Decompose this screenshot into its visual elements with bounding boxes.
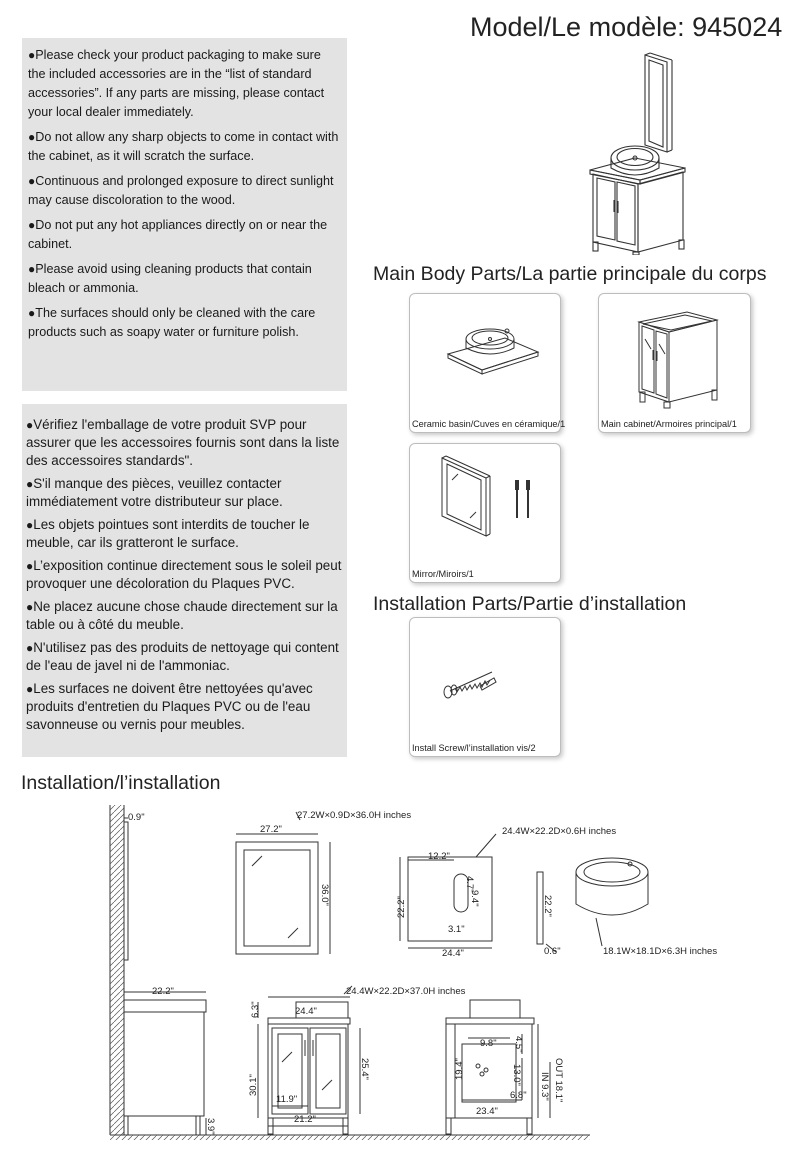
notes-french (22, 404, 347, 757)
notes-english (22, 38, 347, 391)
note-en-2: ●Do not allow any sharp objects to come in contact with the cabinet, as it will scratch the surface. (28, 130, 339, 163)
basin-spec-label: 18.1W×18.1D×6.3H inches (603, 946, 718, 957)
ceramic-basin-caption: Ceramic basin/Cuves en céramique/1 (412, 419, 566, 429)
mirror-spec-label: 27.2W×0.9D×36.0H inches (297, 810, 412, 821)
dim-top-depth: 22.2" (396, 896, 407, 918)
part-card-install-screw (409, 617, 561, 757)
top-spec-label: 24.4W×22.2D×0.6H inches (502, 826, 617, 837)
installation-parts-heading: Installation Parts/Partie d’installation (373, 593, 687, 615)
mirror-hardware-icon (515, 480, 530, 518)
note-fr-2: ●S'il manque des pièces, veuillez contacter immédiatement votre distributeur sur place. (26, 476, 283, 509)
note-fr-4: ●L’exposition continue directement sous le soleil peut provoquer une décoloration du Plaques PVC. (26, 558, 342, 591)
dim-front-body-h: 30.1" (248, 1074, 259, 1096)
cabinet-spec-label: 24.4W×22.2D×37.0H inches (346, 986, 466, 997)
dim-front-basin-h: 6.3" (250, 1001, 261, 1018)
dim-front-inner-w: 21.2" (294, 1114, 316, 1125)
dim-mirror-width: 27.2" (260, 824, 282, 835)
part-card-main-cabinet (598, 293, 751, 433)
dim-mirror-height: 36.0" (319, 884, 330, 906)
note-en-4: ●Do not put any hot appliances directly on or near the cabinet. (28, 218, 328, 251)
note-fr-3: ●Les objets pointues sont interdits de toucher le meuble, car ils gratteront le surface. (26, 517, 310, 550)
dim-back-c: 6.8" (510, 1090, 527, 1101)
install-screw-caption: Install Screw/l’installation vis/2 (412, 743, 536, 753)
dim-back-out: OUT 18.1" (553, 1058, 564, 1103)
dim-back-cut-w: 9.8" (480, 1038, 497, 1049)
vanity-overview-illustration (575, 50, 695, 255)
main-cabinet-caption: Main cabinet/Armoires principal/1 (601, 419, 737, 429)
note-fr-1: ●Vérifiez l'emballage de votre produit SVP pour assurer que les accessoires fournis sont dans la liste des accessoires standards". (26, 417, 340, 468)
note-fr-5: ●Ne placez aucune chose chaude directement sur la table ou à côté du meuble. (26, 599, 338, 632)
note-en-1: ●Please check your product packaging to make sure the included accessories are in the “list of standard accessories”. If any parts are missing, please contact your local dealer immediately. (28, 48, 325, 119)
dim-top-width: 24.4" (442, 948, 464, 959)
dim-back-a: 4.5" (513, 1036, 524, 1053)
dim-back-width: 23.4" (476, 1106, 498, 1117)
note-fr-7: ●Les surfaces ne doivent être nettoyées qu'avec produits d'entretien du Plaques PVC ou de l'eau savonneuse ou vernis pour meubles. (26, 681, 313, 732)
dim-front-door-w: 11.9" (276, 1094, 298, 1105)
dim-top-thickness: 0.6" (544, 946, 561, 957)
part-card-ceramic-basin (409, 293, 566, 433)
mirror-illustration (410, 444, 562, 564)
dim-top-slot-h: 9.4" (469, 890, 480, 907)
dim-back-h: 19.4" (454, 1058, 465, 1080)
dim-side-depth: 22.2" (152, 986, 174, 997)
wall-hatch (110, 805, 124, 1135)
dim-side-leg: 3.9" (205, 1118, 216, 1135)
note-en-5: ●Please avoid using cleaning products that contain bleach or ammonia. (28, 262, 312, 295)
main-body-heading: Main Body Parts/La partie principale du corps (373, 263, 767, 285)
dim-front-door-h: 25.4" (359, 1058, 370, 1080)
dimension-drawings (0, 800, 808, 1155)
dim-front-width: 24.4" (295, 1006, 317, 1017)
dim-mirror-depth: 0.9" (128, 812, 145, 823)
mirror-caption: Mirror/Miroirs/1 (412, 569, 474, 579)
dim-top-slot-w: 4.7" (464, 876, 475, 893)
dim-back-b: 13.0" (511, 1064, 522, 1086)
dim-top-hole-offset: 12.2" (428, 851, 450, 862)
note-en-3: ●Continuous and prolonged exposure to direct sunlight may cause discoloration to the wood. (28, 174, 334, 207)
installation-heading: Installation/l’installation (21, 772, 221, 794)
ceramic-basin-illustration (410, 294, 562, 414)
dim-back-in: IN 9.3" (539, 1072, 550, 1101)
dim-top-slot-x: 3.1" (448, 924, 465, 935)
main-cabinet-illustration (599, 294, 752, 414)
note-en-6: ●The surfaces should only be cleaned with the care products such as soapy water or furniture polish. (28, 306, 316, 339)
note-fr-6: ●N'utilisez pas des produits de nettoyage qui content de l'eau de javel ni de l'ammoniac. (26, 640, 339, 673)
part-card-mirror (409, 443, 561, 583)
dim-top-side-depth: 22.2" (542, 895, 553, 917)
model-title: Model/Le modèle: 945024 (470, 12, 783, 42)
install-screw-illustration (410, 618, 562, 738)
